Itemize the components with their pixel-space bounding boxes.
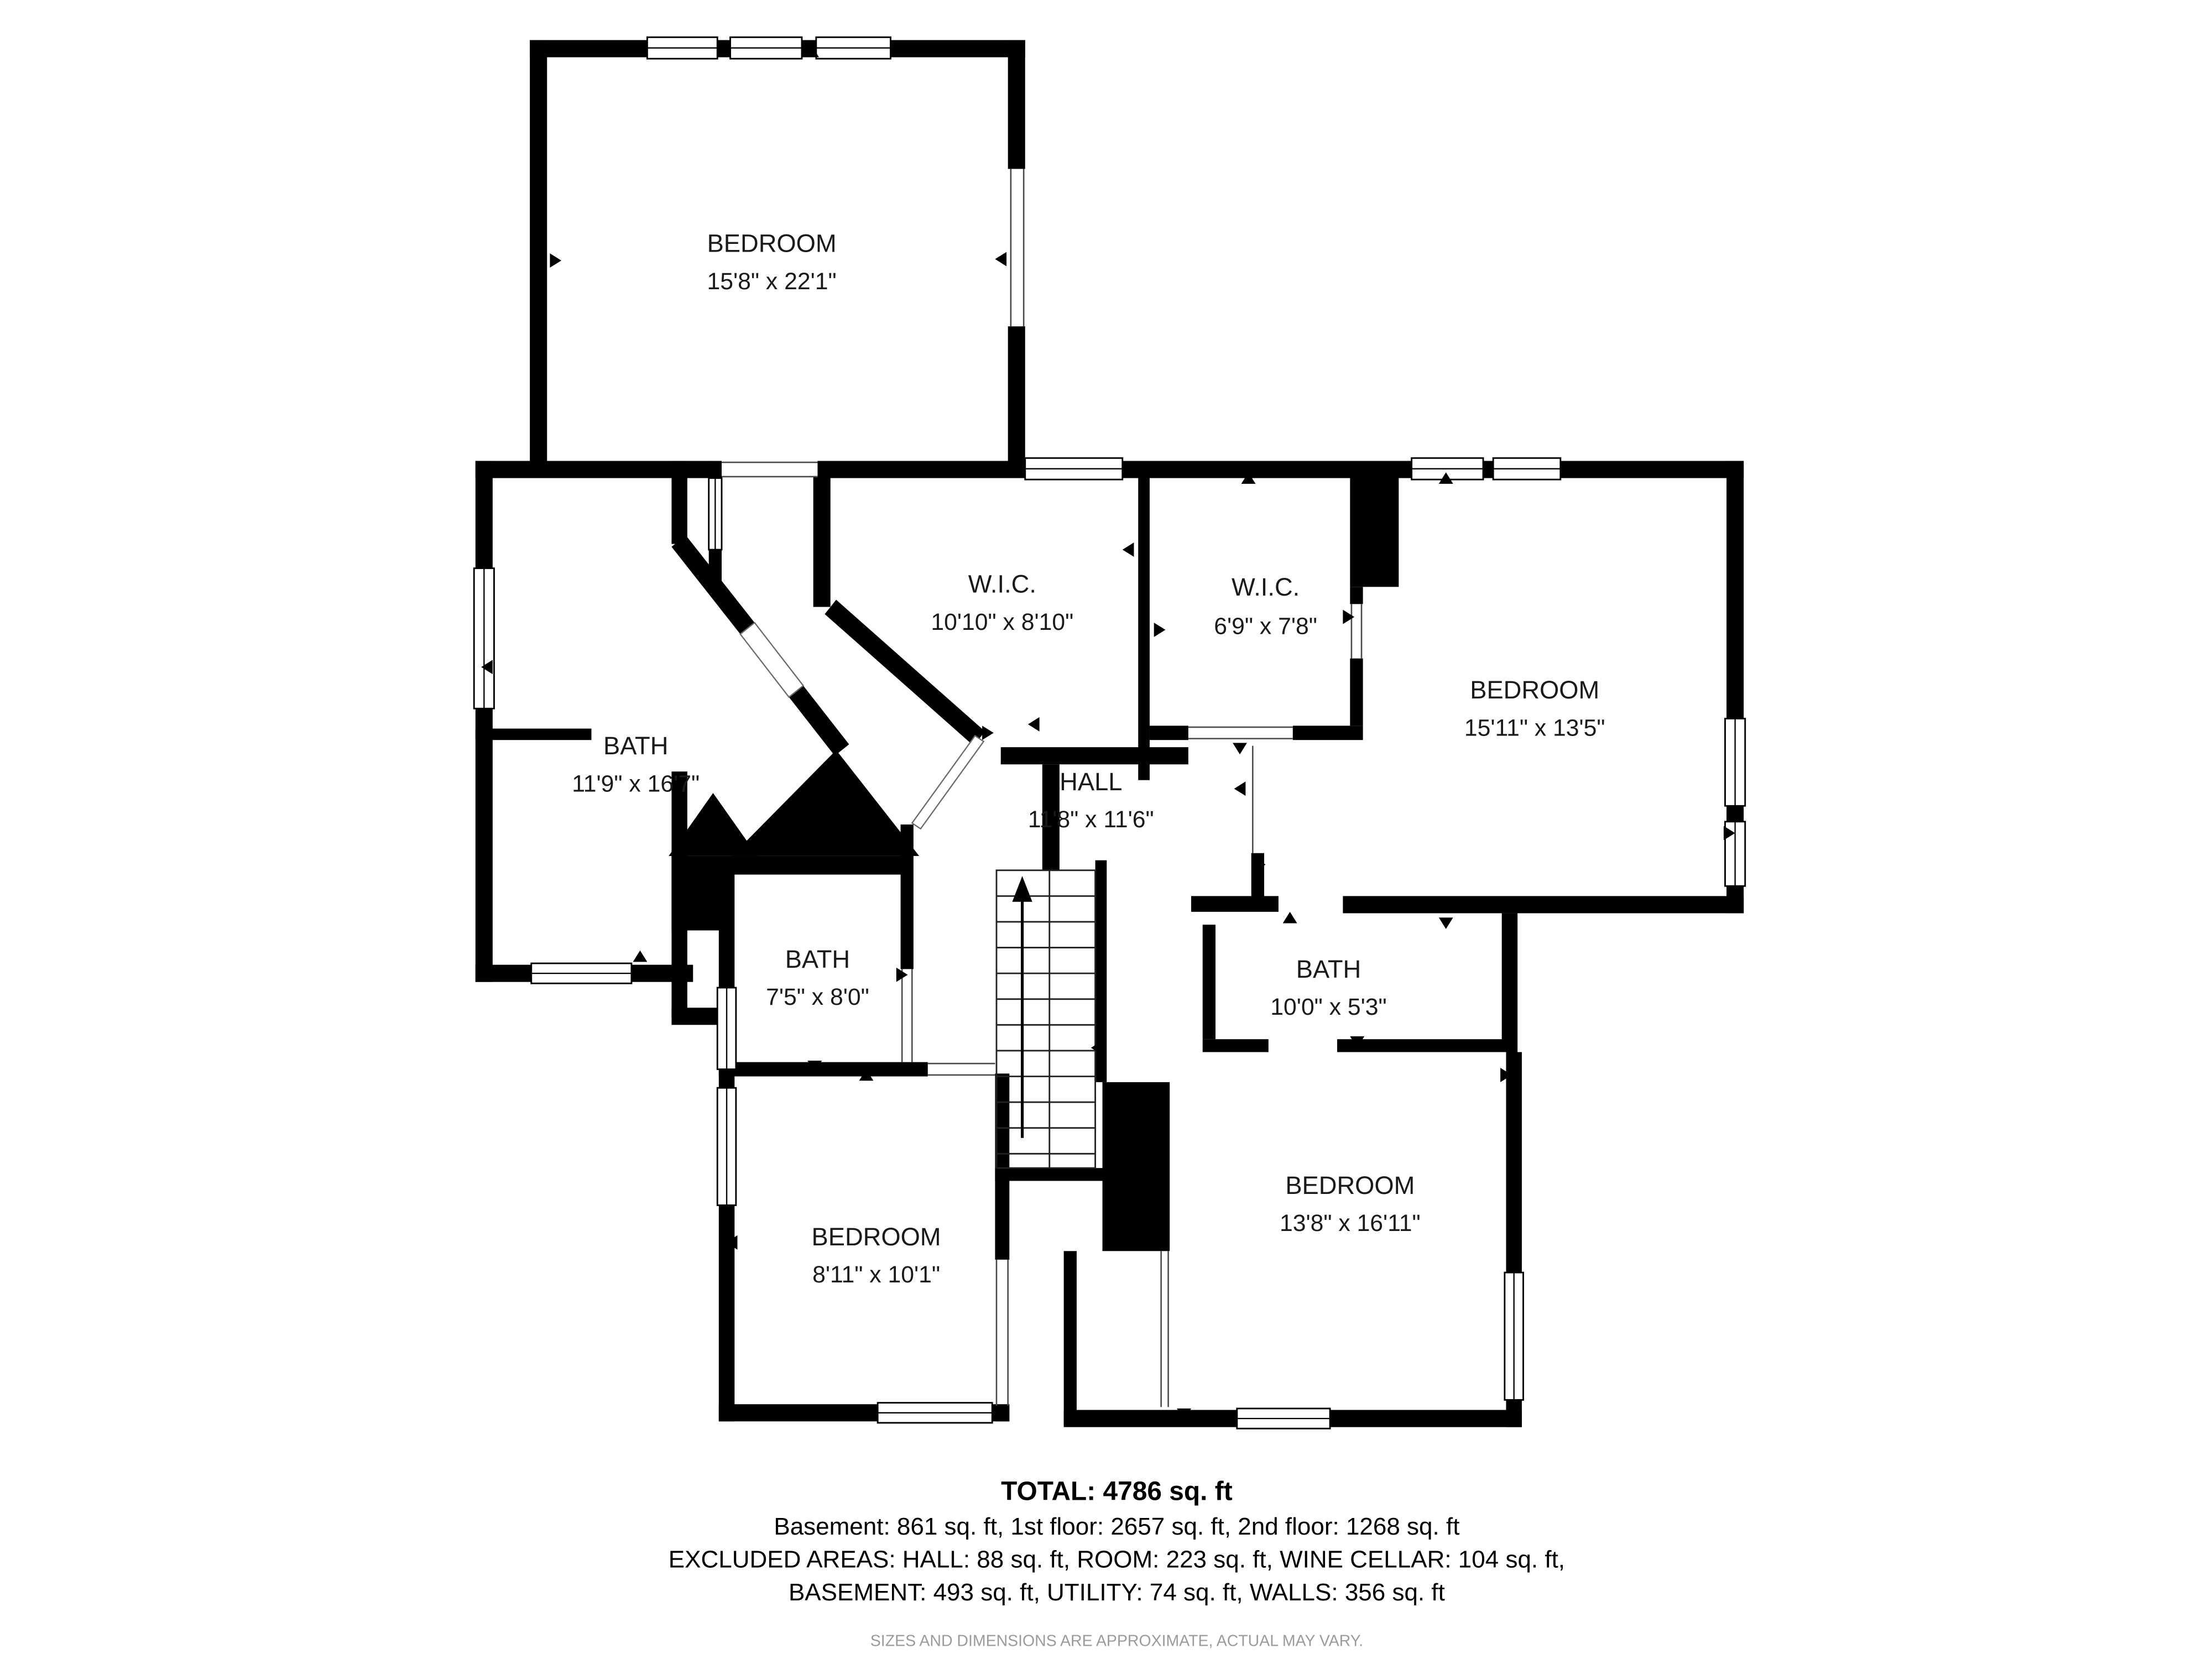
svg-text:HALL: HALL xyxy=(1060,767,1123,796)
room-label-wic-large xyxy=(931,570,1073,635)
svg-text:BEDROOM: BEDROOM xyxy=(707,229,837,258)
svg-text:6'9" x 7'8": 6'9" x 7'8" xyxy=(1214,613,1317,640)
room-label-bedroom-bottom-left xyxy=(812,1223,941,1288)
svg-text:7'5" x 8'0": 7'5" x 8'0" xyxy=(766,984,869,1011)
footer-line-1: Basement: 861 sq. ft, 1st floor: 2657 sq. ft, 2nd floor: 1268 sq. ft xyxy=(774,1512,1460,1540)
svg-text:BEDROOM: BEDROOM xyxy=(1470,676,1600,705)
window xyxy=(1237,1408,1330,1428)
svg-text:10'10" x 8'10": 10'10" x 8'10" xyxy=(931,608,1074,635)
window xyxy=(878,1403,992,1423)
svg-text:BEDROOM: BEDROOM xyxy=(1285,1171,1415,1199)
svg-text:15'11" x 13'5": 15'11" x 13'5" xyxy=(1464,714,1605,742)
svg-text:10'0" x 5'3": 10'0" x 5'3" xyxy=(1270,994,1387,1021)
room-label-bath-large xyxy=(572,732,700,797)
svg-text:15'8" x 22'1": 15'8" x 22'1" xyxy=(707,268,837,295)
room-label-bedroom-bottom-right xyxy=(1280,1171,1421,1237)
svg-text:8'11" x 10'1": 8'11" x 10'1" xyxy=(812,1261,941,1288)
staircase xyxy=(997,870,1095,1168)
room-label-wic-small xyxy=(1214,573,1317,640)
window xyxy=(717,1088,736,1205)
window xyxy=(1025,458,1123,479)
window xyxy=(1505,1272,1524,1400)
svg-text:W.I.C.: W.I.C. xyxy=(1231,572,1300,601)
room-label-bath-small xyxy=(766,945,869,1010)
svg-text:11'9" x 16'7": 11'9" x 16'7" xyxy=(572,770,700,797)
footer-disclaimer: SIZES AND DIMENSIONS ARE APPROXIMATE, ACTUAL MAY VARY. xyxy=(870,1632,1364,1650)
footer-summary xyxy=(669,1477,1565,1650)
window xyxy=(474,568,494,709)
window xyxy=(647,37,717,59)
svg-text:BATH: BATH xyxy=(785,945,851,973)
svg-text:W.I.C.: W.I.C. xyxy=(968,570,1036,598)
window xyxy=(531,963,632,983)
room-label-bath-mid xyxy=(1270,955,1386,1020)
footer-line-2: EXCLUDED AREAS: HALL: 88 sq. ft, ROOM: 223 sq. ft, WINE CELLAR: 104 sq. ft, xyxy=(668,1546,1566,1573)
window xyxy=(709,478,722,550)
window xyxy=(717,988,736,1070)
svg-text:11'8" x 11'6": 11'8" x 11'6" xyxy=(1027,806,1154,833)
window xyxy=(1493,458,1561,479)
svg-text:BATH: BATH xyxy=(603,732,669,760)
footer-line-3: BASEMENT: 493 sq. ft, UTILITY: 74 sq. ft, WALLS: 356 sq. ft xyxy=(788,1578,1445,1606)
window xyxy=(1725,718,1745,806)
stairs-up-arrow xyxy=(1012,876,1032,1138)
footer-total: TOTAL: 4786 sq. ft xyxy=(1001,1477,1233,1506)
room-label-bedroom-right xyxy=(1464,676,1605,741)
room-label-bedroom-top xyxy=(707,229,837,295)
window xyxy=(731,37,802,59)
window xyxy=(816,37,891,59)
svg-text:13'8" x 16'11": 13'8" x 16'11" xyxy=(1279,1210,1421,1237)
svg-text:BEDROOM: BEDROOM xyxy=(811,1222,941,1251)
svg-text:BATH: BATH xyxy=(1296,954,1361,983)
